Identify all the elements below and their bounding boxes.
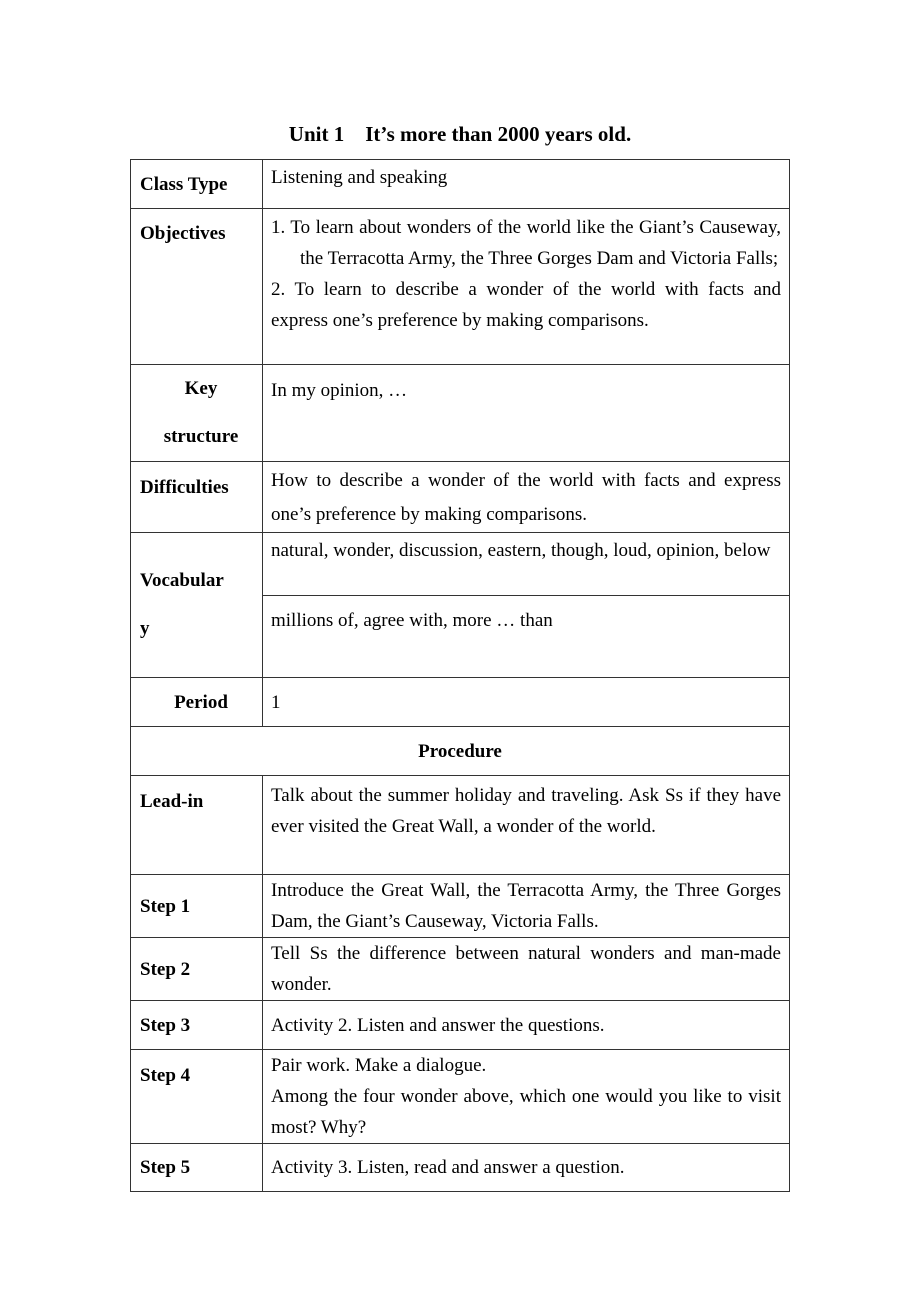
label-vocabulary-line2: y xyxy=(140,618,150,639)
label-class-type: Class Type xyxy=(131,160,263,209)
row-difficulties xyxy=(131,462,790,533)
row-step-2 xyxy=(131,938,790,1001)
objective-2: 2. To learn to describe a wonder of the world with facts and express one’s preference by making comparisons. xyxy=(271,279,781,331)
row-step-5 xyxy=(131,1144,790,1192)
value-step-1: Introduce the Great Wall, the Terracotta Army, the Three Gorges Dam, the Giant’s Causeway, Victoria Falls. xyxy=(263,875,790,938)
row-step-3 xyxy=(131,1001,790,1050)
row-objectives xyxy=(131,209,790,365)
label-step-2: Step 2 xyxy=(131,938,263,1001)
row-procedure-header xyxy=(131,727,790,776)
label-period: Period xyxy=(131,678,263,727)
value-step-3: Activity 2. Listen and answer the questions. xyxy=(263,1001,790,1050)
label-step-1: Step 1 xyxy=(131,875,263,938)
value-lead-in: Talk about the summer holiday and traveling. Ask Ss if they have ever visited the Great Wall, a wonder of the world. xyxy=(263,776,790,875)
lesson-plan-table xyxy=(130,159,790,1192)
label-vocabulary xyxy=(131,533,263,678)
value-difficulties: How to describe a wonder of the world with facts and express one’s preference by making comparisons. xyxy=(263,462,790,533)
step-4-line2: Among the four wonder above, which one would you like to visit most? Why? xyxy=(271,1086,781,1138)
row-lead-in xyxy=(131,776,790,875)
document-title: Unit 1 It’s more than 2000 years old. xyxy=(288,122,632,146)
label-step-5: Step 5 xyxy=(131,1144,263,1192)
procedure-header: Procedure xyxy=(131,727,790,776)
label-lead-in: Lead-in xyxy=(131,776,263,875)
value-step-5: Activity 3. Listen, read and answer a question. xyxy=(263,1144,790,1192)
value-vocabulary-phrases: millions of, agree with, more … than xyxy=(263,596,790,678)
row-step-4 xyxy=(131,1050,790,1144)
label-step-3: Step 3 xyxy=(131,1001,263,1050)
label-vocabulary-line1: Vocabular xyxy=(140,570,224,591)
step-4-line1: Pair work. Make a dialogue. xyxy=(271,1055,487,1076)
label-key-structure-line1: Key xyxy=(184,378,218,399)
row-key-structure xyxy=(131,365,790,462)
value-period: 1 xyxy=(263,678,790,727)
row-class-type xyxy=(131,160,790,209)
value-objectives xyxy=(263,209,790,365)
value-vocabulary-words: natural, wonder, discussion, eastern, though, loud, opinion, below xyxy=(263,533,790,596)
label-key-structure xyxy=(131,365,263,462)
value-key-structure: In my opinion, … xyxy=(263,365,790,462)
label-step-4: Step 4 xyxy=(131,1050,263,1144)
value-class-type: Listening and speaking xyxy=(263,160,790,209)
value-step-4 xyxy=(263,1050,790,1144)
value-step-2: Tell Ss the difference between natural wonders and man-made wonder. xyxy=(263,938,790,1001)
label-objectives: Objectives xyxy=(131,209,263,365)
row-step-1 xyxy=(131,875,790,938)
objective-1: 1. To learn about wonders of the world like the Giant’s Causeway, the Terracotta Army, the Three Gorges Dam and Victoria Falls; xyxy=(271,217,781,269)
label-difficulties: Difficulties xyxy=(131,462,263,533)
row-vocabulary-words xyxy=(131,533,790,596)
label-key-structure-line2: structure xyxy=(163,426,239,447)
row-period xyxy=(131,678,790,727)
